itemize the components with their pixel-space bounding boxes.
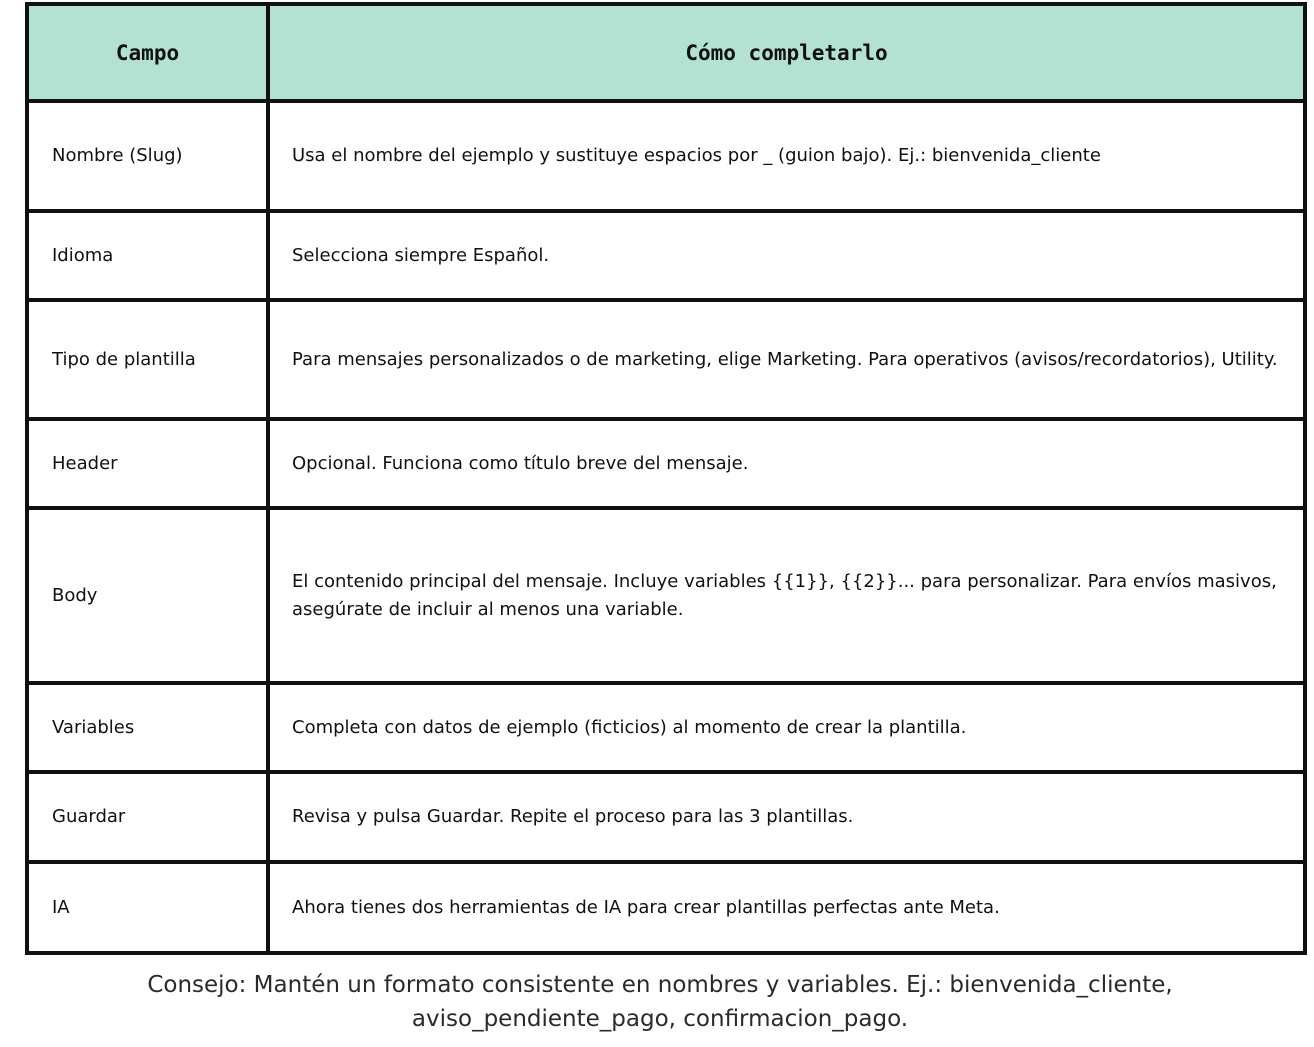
header-campo: Campo	[27, 4, 268, 101]
row-campo: Guardar	[27, 772, 268, 862]
table-row	[27, 683, 1305, 772]
row-description: Ahora tienes dos herramientas de IA para crear plantillas perfectas ante Meta.	[268, 862, 1305, 953]
row-description: Revisa y pulsa Guardar. Repite el proceso para las 3 plantillas.	[268, 772, 1305, 862]
row-description: El contenido principal del mensaje. Incluye variables {{1}}, {{2}}... para personalizar. Para envíos masivos, asegúrate de incluir al menos una variable.	[268, 508, 1305, 683]
table-row	[27, 419, 1305, 508]
table-row	[27, 772, 1305, 862]
tip-note: Consejo: Mantén un formato consistente en nombres y variables. Ej.: bienvenida_cliente, aviso_pendiente_pago, confirmacion_pago.	[147, 972, 1173, 1032]
row-campo: Tipo de plantilla	[27, 300, 268, 419]
row-campo: IA	[27, 862, 268, 953]
table-row	[27, 300, 1305, 419]
row-description: Completa con datos de ejemplo (ficticios) al momento de crear la plantilla.	[268, 683, 1305, 772]
table-row	[27, 101, 1305, 211]
row-campo: Nombre (Slug)	[27, 101, 268, 211]
row-description: Usa el nombre del ejemplo y sustituye espacios por _ (guion bajo). Ej.: bienvenida_cliente	[268, 101, 1305, 211]
header-como-completarlo: Cómo completarlo	[268, 4, 1305, 101]
table-row	[27, 862, 1305, 953]
fields-table	[25, 2, 1307, 955]
table-header-row	[27, 4, 1305, 101]
row-campo: Header	[27, 419, 268, 508]
row-campo: Variables	[27, 683, 268, 772]
row-description: Opcional. Funciona como título breve del mensaje.	[268, 419, 1305, 508]
row-description: Selecciona siempre Español.	[268, 211, 1305, 300]
table-row	[27, 211, 1305, 300]
row-campo: Idioma	[27, 211, 268, 300]
row-campo: Body	[27, 508, 268, 683]
row-description: Para mensajes personalizados o de marketing, elige Marketing. Para operativos (avisos/recordatorios), Utility.	[268, 300, 1305, 419]
table-row	[27, 508, 1305, 683]
